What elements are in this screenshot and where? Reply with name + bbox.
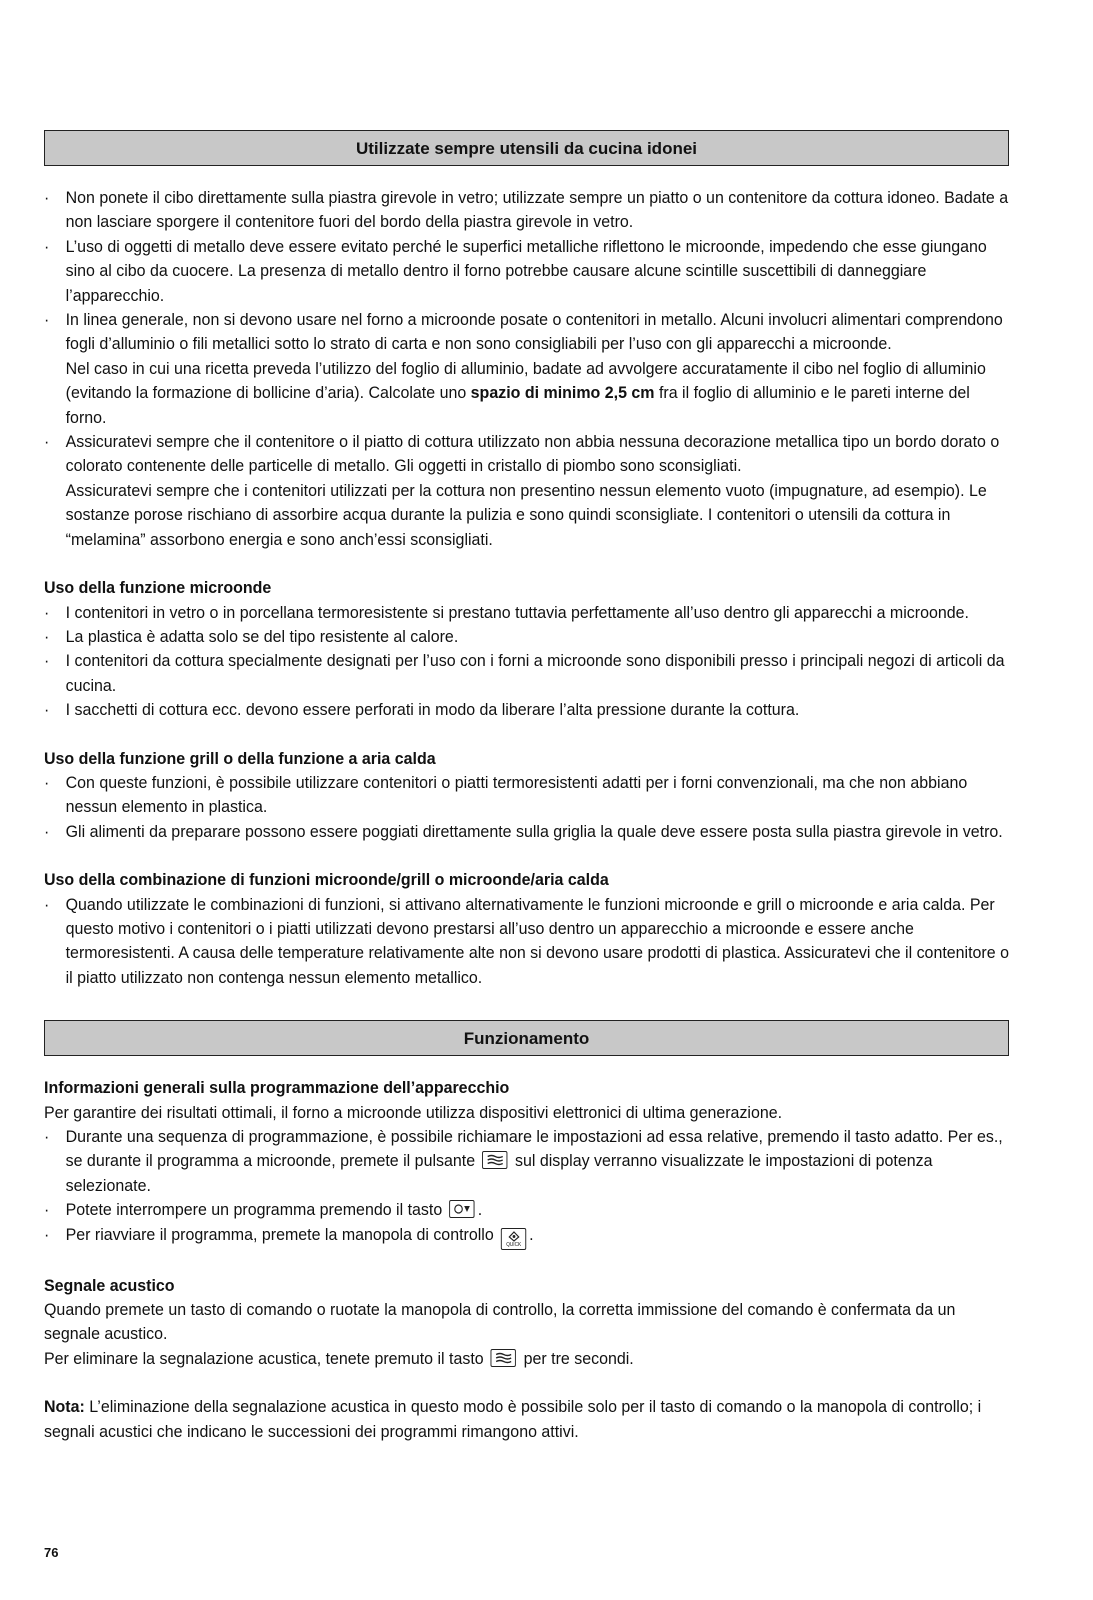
microwave-icon: [491, 1349, 516, 1367]
grill-list: [44, 771, 1009, 844]
operation-text: [44, 1076, 1009, 1444]
list-item: · La plastica è adatta solo se del tipo resistente al calore.: [44, 626, 459, 646]
heading-microwave: Uso della funzione microonde: [44, 578, 272, 598]
heading-combination: Uso della combinazione di funzioni microonde/grill o microonde/aria calda: [44, 870, 609, 890]
heading-acoustic-signal: Segnale acustico: [44, 1275, 175, 1295]
page-number: 76: [44, 1545, 59, 1560]
list-item: · I sacchetti di cottura ecc. devono essere perforati in modo da liberare l’alta pressione durante la cottura.: [44, 700, 800, 720]
list-item: · Quando utilizzate le combinazioni di funzioni, si attivano alternativamente le funzioni microonde e grill o microonde e aria calda. Per questo motivo i contenitori o i piatti utilizzati devono prestarsi all’uso dentro un apparecchio a microonde e essere anche termoresistenti. A causa delle temperature relativamente alte non si devono usare prodotti di plastica. Assicuratevi che il contenitore o il piatto utilizzato non contenga nessun elemento metallico.: [44, 894, 1009, 987]
microwave-icon: [482, 1151, 507, 1169]
list-item: · Per riavviare il programma, premete la manopola di controllo QUICK .: [44, 1224, 534, 1248]
signal-paragraph: Quando premete un tasto di comando o ruotate la manopola di controllo, la corretta immissione del comando è confermata da un segnale acustico.: [44, 1300, 956, 1344]
list-item: · In linea generale, non si devono usare nel forno a microonde posate o contenitori in metallo. Alcuni involucri alimentari comprendono fogli d’alluminio o fili metallici sotto lo strato di carta e non sono consigliabili per l’uso con gli apparecchi a microonde. Nel caso in cui una ricetta preveda l’utilizzo del foglio di alluminio, badate ad avvolgere accuratamente il cibo nel foglio di alluminio (evitando la formazione di bollicine d’aria). Calcolate uno spazio di minimo 2,5 cm fra il foglio di alluminio e le pareti interne del forno.: [44, 310, 1003, 427]
list-item: · L’uso di oggetti di metallo deve essere evitato perché le superfici metalliche riflettono le microonde, impedendo che esse giungano sino al cibo da cuocere. La presenza di metallo dentro il forno potrebbe causare alcune scintille suscettibili di danneggiare l’apparecchio.: [44, 236, 987, 305]
combination-list: [44, 893, 1009, 991]
note-label: Nota:: [44, 1397, 85, 1417]
section-title-utensils: Utilizzate sempre utensili da cucina idonei: [44, 130, 1009, 166]
list-item: · Con queste funzioni, è possibile utilizzare contenitori o piatti termoresistenti adatti per i forni convenzionali, ma che non abbiano nessun elemento in plastica.: [44, 772, 968, 817]
list-item: · Assicuratevi sempre che il contenitore o il piatto di cottura utilizzato non abbia nessuna decorazione metallica tipo un bordo dorato o colorato contenente delle particelle di metallo. Gli oggetti in cristallo di piombo sono sconsigliati. Assicuratevi sempre che i contenitori utilizzati per la cottura non presentino nessun elemento vuoto (impugnature, ad esempio). Le sostanze porose rischiano di assorbire acqua durante la pulizia e sono quindi sconsigliate. I contenitori o utensili da cottura in “melamina” assorbono energia e sono anch’essi sconsigliati.: [44, 432, 1000, 549]
utensils-text: [44, 186, 1009, 990]
microwave-list: [44, 601, 1009, 723]
page-content: [44, 130, 1009, 1444]
list-item: · Non ponete il cibo direttamente sulla piastra girevole in vetro; utilizzate sempre un piatto o un contenitore da cottura idoneo. Badate a non lasciare sporgere il contenitore fuori del bordo della piastra girevole in vetro.: [44, 188, 1009, 232]
list-item: · I contenitori in vetro o in porcellana termoresistente si prestano tuttavia perfettamente all’uso dentro gli apparecchi a microonde.: [44, 602, 969, 622]
min-distance-bold: spazio di minimo 2,5 cm: [470, 383, 655, 403]
heading-programming-info: Informazioni generali sulla programmazione dell’apparecchio: [44, 1078, 510, 1098]
quick-start-icon: QUICK: [501, 1228, 526, 1250]
list-item: · Gli alimenti da preparare possono essere poggiati direttamente sulla griglia la quale deve essere posta sulla piastra girevole in vetro.: [44, 821, 1003, 841]
section-title-operation: Funzionamento: [44, 1020, 1009, 1056]
list-item: · Durante una sequenza di programmazione, è possibile richiamare le impostazioni ad essa relative, premendo il tasto adatto. Per es., se durante il programma a microonde, premete il pulsante sul display verranno visualizzate le impostazioni di potenza selezionate.: [44, 1127, 1003, 1195]
stop-icon: [449, 1200, 474, 1218]
list-item: · Potete interrompere un programma premendo il tasto .: [44, 1200, 483, 1220]
list-item: · I contenitori da cottura specialmente designati per l’uso con i forni a microonde sono disponibili presso i principali negozi di articoli da cucina.: [44, 651, 1005, 695]
utensils-list: [44, 186, 1009, 552]
heading-grill: Uso della funzione grill o della funzione a aria calda: [44, 748, 436, 768]
signal-disable-paragraph: Per eliminare la segnalazione acustica, tenete premuto il tasto per tre secondi.: [44, 1348, 634, 1368]
note-paragraph: Nota: L’eliminazione della segnalazione acustica in questo modo è possibile solo per il tasto di comando o la manopola di controllo; i segnali acustici che indicano le successioni dei programmi rimangono attivi.: [44, 1397, 982, 1441]
programming-intro: Per garantire dei risultati ottimali, il forno a microonde utilizza dispositivi elettronici di ultima generazione.: [44, 1102, 783, 1122]
programming-list: [44, 1125, 1009, 1250]
